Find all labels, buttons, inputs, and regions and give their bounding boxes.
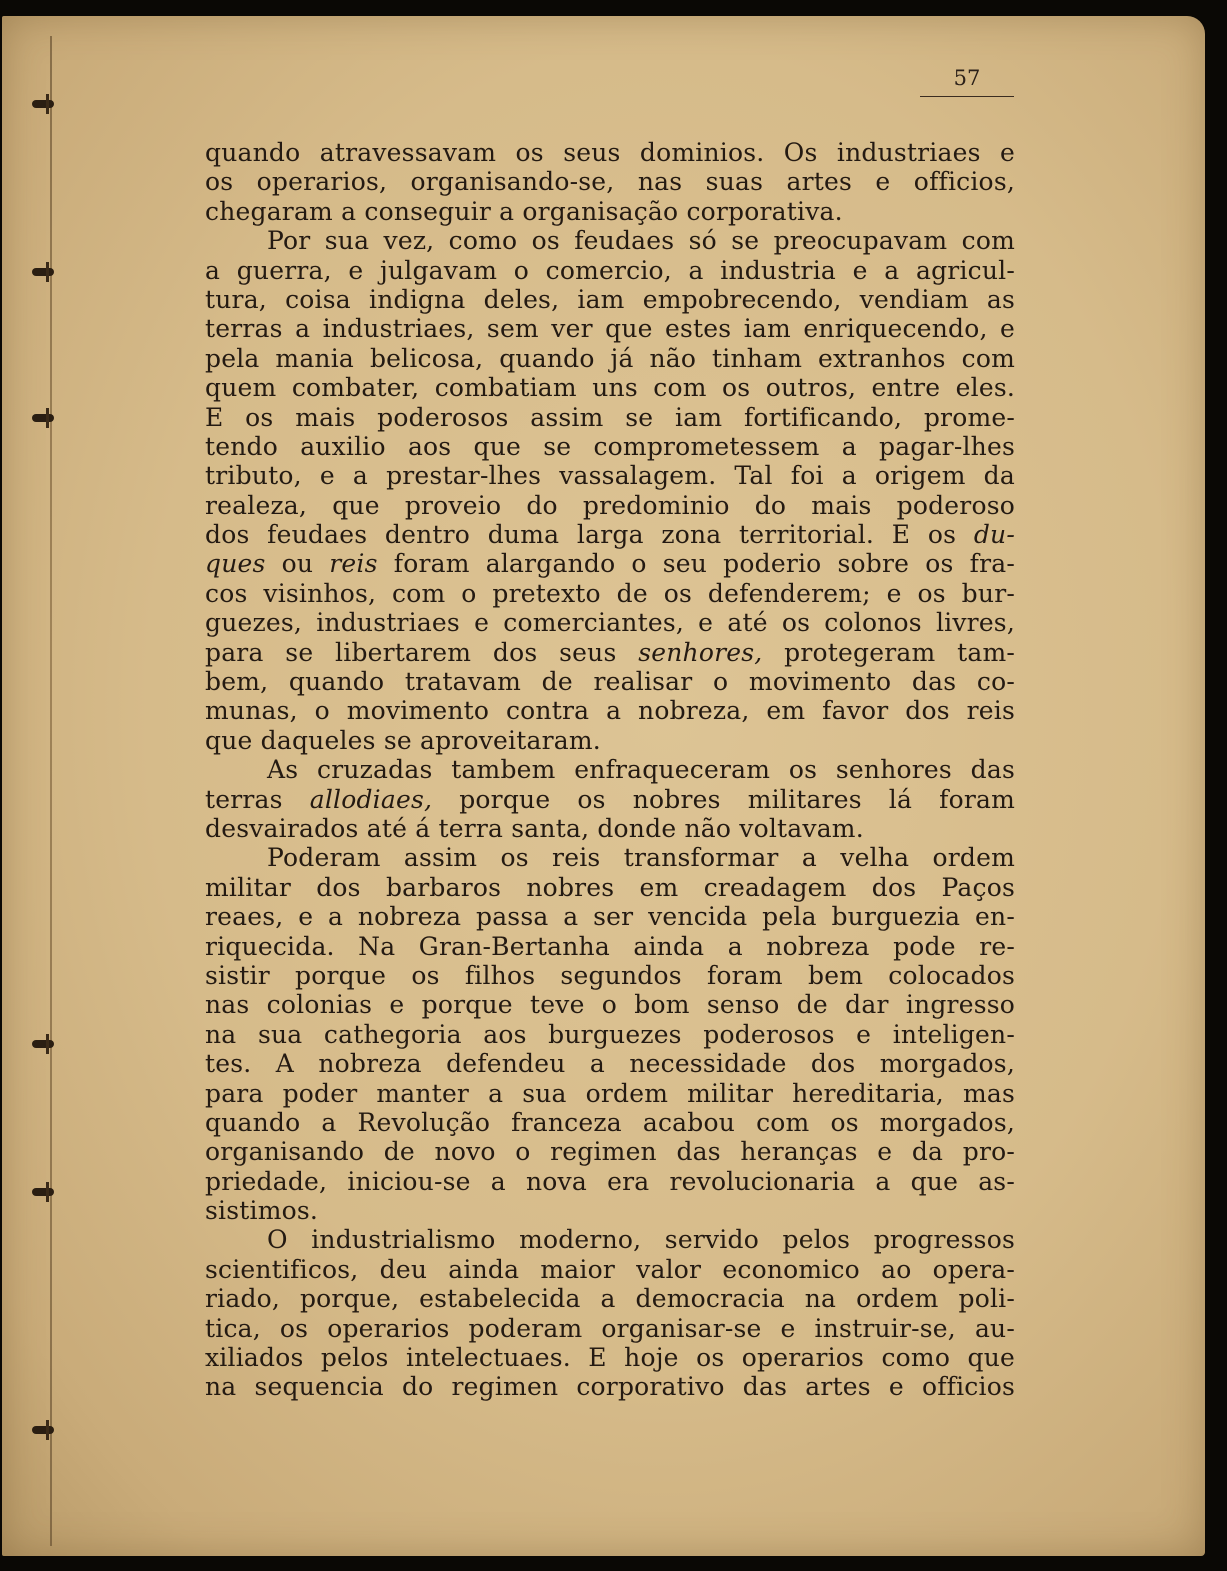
text-line: quando a Revolução franceza acabou com os morgados, bbox=[205, 1107, 1015, 1137]
binding-stitch bbox=[32, 100, 54, 108]
page-number: 57 bbox=[920, 66, 1014, 97]
text-line: quando atravessavam os seus dominios. Os industriaes e bbox=[205, 138, 1015, 167]
text-line: riado, porque, estabelecida a democracia na ordem poli- bbox=[205, 1284, 1015, 1314]
text-line: cos visinhos, com o pretexto de os defenderem; e os bur- bbox=[205, 578, 1015, 608]
text-line: priedade, iniciou-se a nova era revolucionaria a que as- bbox=[205, 1166, 1015, 1196]
text-line: pela mania belicosa, quando já não tinham extranhos com bbox=[205, 343, 1015, 373]
text-line: Poderam assim os reis transformar a velha ordem bbox=[267, 843, 1015, 873]
text-line: na sequencia do regimen corporativo das artes e officios bbox=[205, 1372, 1015, 1402]
text-line: munas, o movimento contra a nobreza, em favor dos reis bbox=[205, 696, 1015, 726]
binding-stitch bbox=[32, 414, 54, 422]
text-line: sistir porque os filhos segundos foram bem colocados bbox=[205, 960, 1015, 990]
text-line: terras allodiaes, porque os nobres militares lá foram bbox=[205, 784, 1015, 814]
text-line: xiliados pelos intelectuaes. E hoje os operarios como que bbox=[205, 1343, 1015, 1373]
text-line: a guerra, e julgavam o comercio, a industria e a agricul- bbox=[205, 255, 1015, 285]
text-line: para se libertarem dos seus senhores, protegeram tam- bbox=[205, 637, 1015, 667]
text-line: na sua cathegoria aos burguezes poderosos e inteligen- bbox=[205, 1019, 1015, 1049]
text-line: reaes, e a nobreza passa a ser vencida pela burguezia en- bbox=[205, 902, 1015, 932]
binding-stitch bbox=[32, 1040, 54, 1048]
text-line: os operarios, organisando-se, nas suas artes e officios, bbox=[205, 167, 1015, 197]
text-line: guezes, industriaes e comerciantes, e até os colonos livres, bbox=[205, 608, 1015, 638]
text-line: O industrialismo moderno, servido pelos progressos bbox=[267, 1225, 1015, 1255]
text-line: ques ou reis foram alargando o seu poderio sobre os fra- bbox=[205, 549, 1015, 579]
text-line: nas colonias e porque teve o bom senso de dar ingresso bbox=[205, 990, 1015, 1020]
text-line: tributo, e a prestar-lhes vassalagem. Tal foi a origem da bbox=[205, 461, 1015, 491]
text-line: tura, coisa indigna deles, iam empobrecendo, vendiam as bbox=[205, 284, 1015, 314]
text-line: scientificos, deu ainda maior valor economico ao opera- bbox=[205, 1254, 1015, 1284]
text-line: sistimos. bbox=[205, 1196, 319, 1226]
text-line: desvairados até á terra santa, donde não voltavam. bbox=[205, 813, 864, 843]
text-line: quem combater, combatiam uns com os outros, entre eles. bbox=[205, 373, 1015, 403]
text-line: que daqueles se aproveitaram. bbox=[205, 725, 601, 755]
binding-edge bbox=[50, 36, 52, 1546]
text-line: organisando de novo o regimen das heranças e da pro- bbox=[205, 1137, 1015, 1167]
text-line: Por sua vez, como os feudaes só se preocupavam com bbox=[267, 226, 1015, 256]
text-line: chegaram a conseguir a organisação corporativa. bbox=[205, 196, 843, 226]
binding-stitch bbox=[32, 1188, 54, 1196]
text-line: bem, quando tratavam de realisar o movimento das co- bbox=[205, 667, 1015, 697]
body-text bbox=[205, 138, 1015, 1402]
text-line: tes. A nobreza defendeu a necessidade dos morgados, bbox=[205, 1049, 1015, 1079]
text-line: dos feudaes dentro duma larga zona territorial. E os du- bbox=[205, 520, 1015, 550]
text-line: As cruzadas tambem enfraqueceram os senhores das bbox=[267, 755, 1015, 785]
text-line: tica, os operarios poderam organisar-se e instruir-se, au- bbox=[205, 1313, 1015, 1343]
binding-stitch bbox=[32, 268, 54, 276]
text-line: terras a industriaes, sem ver que estes iam enriquecendo, e bbox=[205, 314, 1015, 344]
text-line: tendo auxilio aos que se comprometessem a pagar-lhes bbox=[205, 431, 1015, 461]
text-line: para poder manter a sua ordem militar hereditaria, mas bbox=[205, 1078, 1015, 1108]
binding-stitch bbox=[32, 1426, 54, 1434]
text-line: riquecida. Na Gran-Bertanha ainda a nobreza pode re- bbox=[205, 931, 1015, 961]
text-line: realeza, que proveio do predominio do mais poderoso bbox=[205, 490, 1015, 520]
text-line: E os mais poderosos assim se iam fortificando, prome- bbox=[205, 402, 1015, 432]
text-line: militar dos barbaros nobres em creadagem dos Paços bbox=[205, 872, 1015, 902]
